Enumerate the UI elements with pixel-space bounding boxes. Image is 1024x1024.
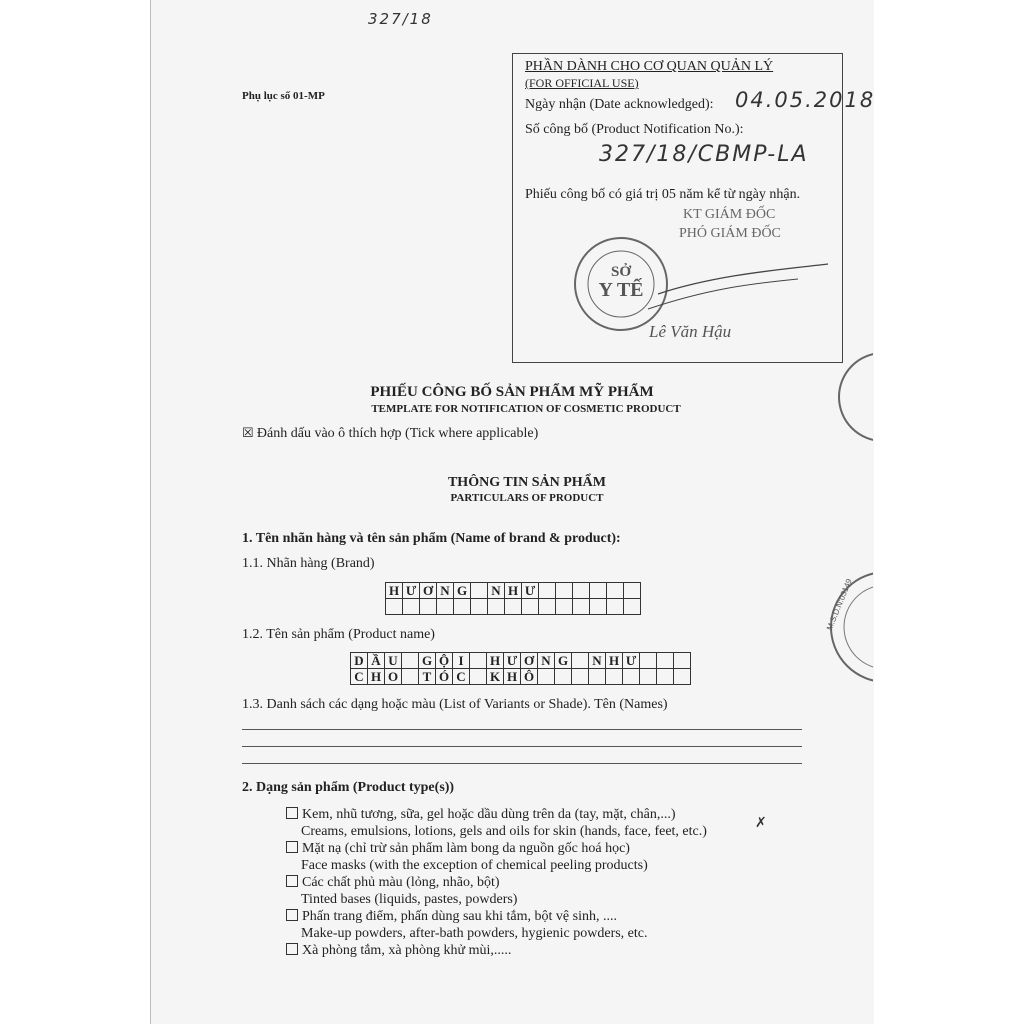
appendix-label: Phụ lục số 01-MP [242, 90, 325, 102]
validity-note: Phiếu công bố có giá trị 05 năm kể từ ngày nhận. [525, 187, 801, 202]
grid-cell[interactable] [674, 653, 691, 669]
type-vi: Phấn trang điểm, phấn dùng sau khi tắm, bột vệ sinh, .... [302, 909, 617, 924]
checkbox[interactable] [286, 841, 298, 853]
grid-cell[interactable] [606, 669, 623, 685]
grid-cell[interactable]: Ư [522, 583, 539, 599]
grid-cell[interactable]: H [606, 653, 623, 669]
grid-cell[interactable]: H [504, 669, 521, 685]
grid-cell[interactable]: Ư [623, 653, 640, 669]
grid-cell[interactable] [607, 583, 624, 599]
official-title: PHẦN DÀNH CHO CƠ QUAN QUẢN LÝ [525, 59, 774, 74]
grid-cell[interactable] [470, 669, 487, 685]
notification-number-label: Số công bố (Product Notification No.): [525, 122, 744, 137]
grid-cell[interactable] [640, 653, 657, 669]
type-vi: Các chất phủ màu (lỏng, nhão, bột) [302, 875, 500, 890]
grid-cell[interactable] [573, 599, 590, 615]
grid-cell[interactable]: H [386, 583, 403, 599]
grid-cell[interactable]: N [437, 583, 454, 599]
grid-cell[interactable] [640, 669, 657, 685]
brand-label: 1.1. Nhãn hàng (Brand) [242, 556, 375, 571]
grid-cell[interactable] [572, 653, 589, 669]
grid-cell[interactable]: Ư [403, 583, 420, 599]
grid-cell[interactable]: H [505, 583, 522, 599]
official-subtitle: (FOR OFFICIAL USE) [525, 76, 639, 90]
signer-name: Lê Văn Hậu [649, 322, 732, 341]
type-en: Tinted bases (liquids, pastes, powders) [301, 892, 518, 907]
grid-cell[interactable]: H [487, 653, 504, 669]
grid-cell[interactable] [402, 653, 419, 669]
grid-cell[interactable] [539, 583, 556, 599]
grid-cell[interactable] [386, 599, 403, 615]
variant-line[interactable] [242, 763, 802, 764]
grid-cell[interactable]: N [589, 653, 606, 669]
grid-cell[interactable] [538, 669, 555, 685]
grid-cell[interactable] [624, 599, 641, 615]
side-stamp-2-text: M.S.D.N:03149 [824, 577, 854, 632]
grid-cell[interactable] [454, 599, 471, 615]
product-type-list [286, 806, 707, 959]
product-type-item [286, 840, 707, 874]
grid-cell[interactable]: Ó [436, 669, 453, 685]
stamp-center-2: Y TẾ [598, 279, 644, 301]
type-vi: Kem, nhũ tương, sữa, gel hoặc dầu dùng trên da (tay, mặt, chân,...) [302, 807, 676, 822]
type-en: Face masks (with the exception of chemical peeling products) [301, 858, 648, 873]
grid-cell[interactable] [470, 653, 487, 669]
handwritten-mark: ✗ [755, 815, 769, 831]
grid-cell[interactable]: G [419, 653, 436, 669]
variants-label: 1.3. Danh sách các dạng hoặc màu (List of Variants or Shade). Tên (Names) [242, 697, 668, 712]
grid-cell[interactable] [437, 599, 454, 615]
signer-title-1: KT GIÁM ĐỐC [683, 207, 776, 222]
grid-cell[interactable] [471, 599, 488, 615]
tick-note-text: Đánh dấu vào ô thích hợp (Tick where applicable) [256, 426, 539, 441]
grid-cell[interactable] [623, 669, 640, 685]
grid-cell[interactable]: K [487, 669, 504, 685]
grid-cell[interactable] [402, 669, 419, 685]
grid-cell[interactable]: T [419, 669, 436, 685]
checkbox[interactable] [286, 807, 298, 819]
grid-cell[interactable] [657, 653, 674, 669]
handwritten-reference: 327/18 [368, 10, 433, 28]
type-vi: Xà phòng tắm, xà phòng khử mùi,..... [302, 943, 512, 958]
grid-cell[interactable]: Ộ [436, 653, 453, 669]
grid-cell[interactable]: Ư [504, 653, 521, 669]
grid-cell[interactable]: C [351, 669, 368, 685]
form-title-vi: PHIẾU CÔNG BỐ SẢN PHẨM MỸ PHẨM [370, 384, 654, 400]
product-type-item [286, 942, 707, 959]
grid-cell[interactable] [403, 599, 420, 615]
type-vi: Mặt nạ (chỉ trừ sản phẩm làm bong da nguồn gốc hoá học) [302, 841, 630, 856]
stamp-center-1: SỞ [610, 264, 632, 280]
grid-cell[interactable]: H [368, 669, 385, 685]
grid-cell[interactable] [556, 583, 573, 599]
section-title-vi: THÔNG TIN SẢN PHẨM [447, 475, 607, 490]
checkbox[interactable] [286, 943, 298, 955]
grid-cell[interactable]: C [453, 669, 470, 685]
checkbox[interactable] [286, 875, 298, 887]
grid-cell[interactable] [488, 599, 505, 615]
grid-cell[interactable] [573, 583, 590, 599]
brand-grid[interactable] [385, 582, 641, 615]
product-type-item [286, 874, 707, 908]
grid-cell[interactable] [556, 599, 573, 615]
checkbox[interactable] [286, 909, 298, 921]
grid-cell[interactable] [572, 669, 589, 685]
grid-cell[interactable]: D [351, 653, 368, 669]
variant-line[interactable] [242, 746, 802, 747]
date-value: 04.05.2018 [735, 88, 876, 112]
grid-cell[interactable] [674, 669, 691, 685]
product-type-heading: 2. Dạng sản phẩm (Product type(s)) [242, 780, 455, 795]
official-use-box [512, 53, 876, 363]
product-name-grid[interactable] [350, 652, 691, 685]
grid-cell[interactable] [471, 583, 488, 599]
grid-cell[interactable]: O [385, 669, 402, 685]
product-type-item [286, 806, 707, 840]
grid-cell[interactable] [539, 599, 556, 615]
grid-cell[interactable] [590, 599, 607, 615]
grid-cell[interactable] [624, 583, 641, 599]
brand-product-heading: 1. Tên nhãn hàng và tên sản phẩm (Name of brand & product): [242, 531, 621, 546]
variant-line[interactable] [242, 729, 802, 730]
tick-note: ☒ Đánh dấu vào ô thích hợp (Tick where applicable) [242, 425, 539, 441]
grid-cell[interactable] [555, 669, 572, 685]
grid-cell[interactable]: N [488, 583, 505, 599]
grid-cell[interactable]: Ơ [420, 583, 437, 599]
grid-cell[interactable] [420, 599, 437, 615]
notification-number-value: 327/18/CBMP-LA [599, 142, 809, 167]
grid-cell[interactable] [505, 599, 522, 615]
grid-cell[interactable] [589, 669, 606, 685]
grid-cell[interactable]: N [538, 653, 555, 669]
grid-cell[interactable]: Ơ [521, 653, 538, 669]
grid-cell[interactable]: Ầ [368, 653, 385, 669]
grid-cell[interactable] [607, 599, 624, 615]
grid-cell[interactable]: I [453, 653, 470, 669]
section-title-en: PARTICULARS OF PRODUCT [450, 492, 604, 504]
grid-cell[interactable]: U [385, 653, 402, 669]
grid-cell[interactable]: G [555, 653, 572, 669]
product-type-item [286, 908, 707, 942]
grid-cell[interactable] [590, 583, 607, 599]
type-en: Make-up powders, after-bath powders, hygienic powders, etc. [301, 926, 648, 941]
product-name-label: 1.2. Tên sản phẩm (Product name) [242, 627, 435, 642]
form-title-en: TEMPLATE FOR NOTIFICATION OF COSMETIC PRODUCT [371, 403, 681, 415]
type-en: Creams, emulsions, lotions, gels and oils for skin (hands, face, feet, etc.) [301, 824, 707, 839]
grid-cell[interactable]: Ô [521, 669, 538, 685]
grid-cell[interactable]: G [454, 583, 471, 599]
grid-cell[interactable] [522, 599, 539, 615]
signer-title-2: PHÓ GIÁM ĐỐC [679, 226, 781, 241]
grid-cell[interactable] [657, 669, 674, 685]
date-label: Ngày nhận (Date acknowledged): [525, 97, 714, 112]
